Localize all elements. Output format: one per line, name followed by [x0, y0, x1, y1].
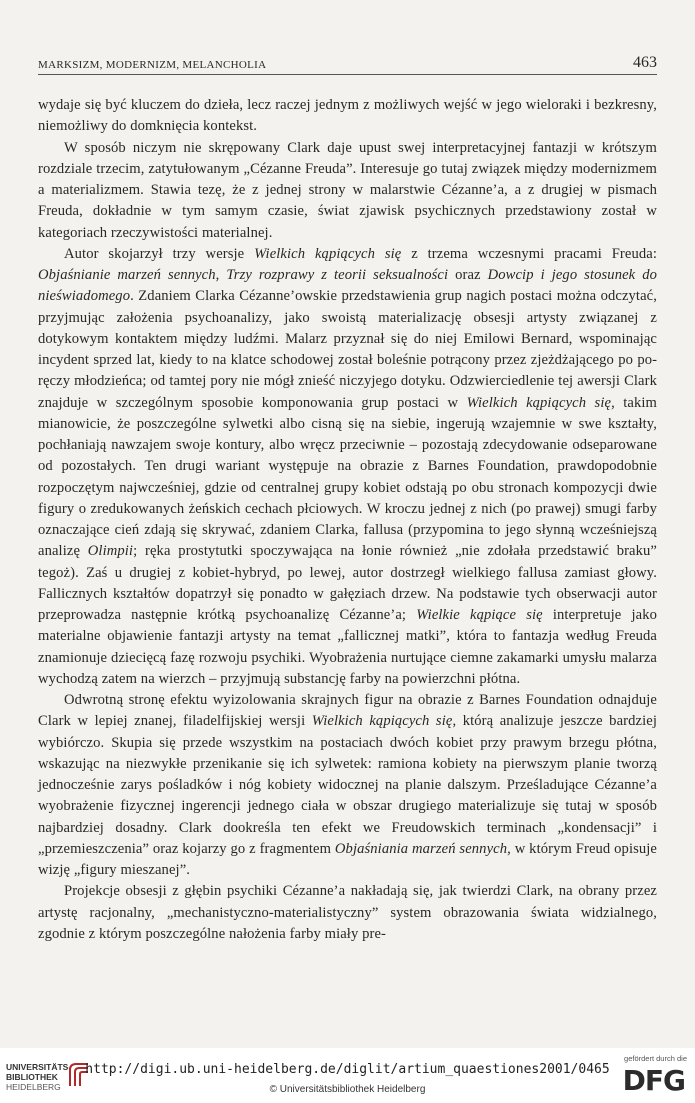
digitization-link[interactable]: http://digi.ub.uni-heidelberg.de/diglit/artium_quaestiones2001/0465 [85, 1062, 610, 1077]
italic-title: Wielkie kąpiące się [416, 607, 543, 623]
text-run: interpretuje jako materialne objawienie fantazji artysty na temat „fallicznej matki”, która to fantazja według Freuda znamionuje dziecięcą fazę rozwoju psychiki. Wyobrażenia nurtujące ciemne zakamarki umysłu malarza wychodzą zatem na wierzch – przyjmują substancję farby na powierzchni płótna. [38, 607, 657, 687]
dfg-caption: gefördert durch die [624, 1054, 687, 1063]
digitization-url[interactable] [0, 1062, 695, 1077]
text-run: . Zdaniem Clarka Cézanne’owskie przedstawienia grup nagich postaci można odczytać, przyjmując założenia psychoanalizy, jako swoistą materializację obsesji artysty związanej z dotykowym kontaktem między ludźmi. Malarz przyznał się do niej Emilowi Bernard, wspominając incydent sprzed lat, kiedy to na klatce schodowej został boleśnie potrącony przez zjeżdżającego po poręczy młodzieńca; od tamtej pory nie mógł znieść niczyjego dotyku. Odzwierciedlenie tej awersji Clark znajduje w szczególnym sposobie komponowania grup postaci w [38, 288, 657, 411]
text-run: Projekcje obsesji z głębin psychiki Cézanne’a nakładają się, jak twierdzi Clark, na obrany przez artystę racjonalny, „mechanistyczno-materialistyczny” system obrazowania świata widzialnego, zgodnie z którym poszczególne nałożenia farby miały pre- [38, 883, 657, 942]
italic-title: Trzy rozprawy z teorii seksualności [226, 267, 449, 283]
text-run: Odwrotną stronę efektu wyizolowania skrajnych figur na obrazie z Barnes Foundation odnajduje Clark w lepiej znanej, filadelfijskiej wersji [38, 692, 657, 730]
text-run: , takim mianowicie, że poszczególne sylwetki albo cisną się na siebie, ingerują wzajemnie w swe kształty, pochłaniają nawzajem swoje kontury, albo wręcz przeciwnie – pozostają zdecydowanie odseparowane od pozostałych. Ten drugi wariant występuje na obrazie z Barnes Foundation, prawdopodobnie rozpoczętym najwcześniej, gdzie od centralnej grupy kobiet odstają po obu stronach kompozycji dwie figury o zredukowanych żeńskich cechach płciowych. W kroczu jednej z nich (po prawej) smugi farby oznaczające cień zdają się skrywać, zdaniem Clarka, fallusa (przypomina to jego słynną wcześniejszą analizę [38, 394, 658, 560]
library-name-line2: BIBLIOTHEK [6, 1072, 58, 1082]
paragraph-4 [38, 690, 657, 881]
italic-title: Dowcip i jego stosunek do nieświadomego [38, 267, 658, 305]
italic-title: Objaśnianie marzeń sennych [38, 267, 216, 283]
text-run: oraz [448, 267, 488, 283]
library-name-line3: HEIDELBERG [6, 1082, 61, 1092]
text-run: , którą analizuje jeszcze bardziej wybiórczo. Skupia się przede wszystkim na postaciach dwóch kobiet przy prawym brzegu płótna, wskazując na niezwykłe przenikanie się ich sylwetek: ramiona kobiety na pierwszym planie tworzą jednocześnie zarys pośladków i nóg kobiety widocznej na planie dalszym. Prześladujące Cézanne’a wyobrażenie fizycznej ingerencji jednego ciała w obszar drugiego materializuje się tutaj w sposób najbardziej dosadny. Clark dookreśla ten efekt we Freudowskich terminach „kondensacji” i „przemieszczenia” oraz kojarzy go z fragmentem [38, 713, 657, 857]
body-text [38, 95, 657, 945]
library-name-line1: UNIVERSITÄTS- [6, 1062, 72, 1072]
paragraph-1 [38, 95, 657, 138]
italic-title: Wielkich kąpiących się [466, 394, 612, 411]
paragraph-5 [38, 881, 657, 945]
text-run: , w którym Freud opisuje wizję „figury mieszanej”. [38, 840, 658, 878]
page-header [38, 54, 657, 75]
text-run: W sposób niczym nie skrępowany Clark daje upust swej interpretacyjnej fantazji w krótszym rozdziale trzecim, zatytułowanym „Cézanne Freuda”. Interesuje go tutaj związek między modernizmem a materializmem. Stawia tezę, że z jednej strony w malarstwie Cézanne’a, a z drugiej w pismach Freuda, dokładnie w tym samym czasie, świat zjawisk psychicznych przedstawiony został w kategoriach rzeczywistości materialnej. [38, 139, 657, 241]
paragraph-3 [38, 244, 657, 690]
paragraph-2 [38, 138, 657, 244]
text-run: z trzema wczesnymi pracami Freuda: [401, 245, 657, 262]
dfg-logo-icon: DFG [622, 1064, 685, 1097]
text-run: wydaje się być kluczem do dzieła, lecz raczej jednym z możliwych wejść w jego wieloraki i bezkresny, niemożliwy do domknięcia kontekst. [38, 97, 657, 135]
page-footer [0, 1048, 695, 1103]
italic-title: Wielkich kąpiących się [311, 713, 453, 730]
text-run: ; ręka prostytutki spoczywająca na łonie również „nie zdołała przedstawić braku” tegoż). Zaś u drugiej z kobiet-hybryd, po lewej, autor dostrzegł wielkiego fallusa zamiast głowy. Fallicznych kształtów dopatrzył się ponadto w gałęziach drzew. Na podstawie tych obserwacji autor przeprowadza następnie krótką psychoanalizę Cézanne’a; [38, 543, 658, 623]
page-number: 463 [633, 54, 657, 71]
italic-title: Wielkich kąpiących się [254, 245, 402, 262]
text-run: , [215, 267, 227, 283]
italic-title: Olimpii [87, 543, 134, 560]
italic-title: Objaśniania marzeń sennych [334, 840, 508, 857]
running-head: MARKSIZM, MODERNIZM, MELANCHOLIA [38, 59, 267, 71]
copyright-notice: © Universitätsbibliothek Heidelberg [269, 1084, 426, 1095]
text-run: Autor skojarzył trzy wersje [64, 245, 255, 262]
